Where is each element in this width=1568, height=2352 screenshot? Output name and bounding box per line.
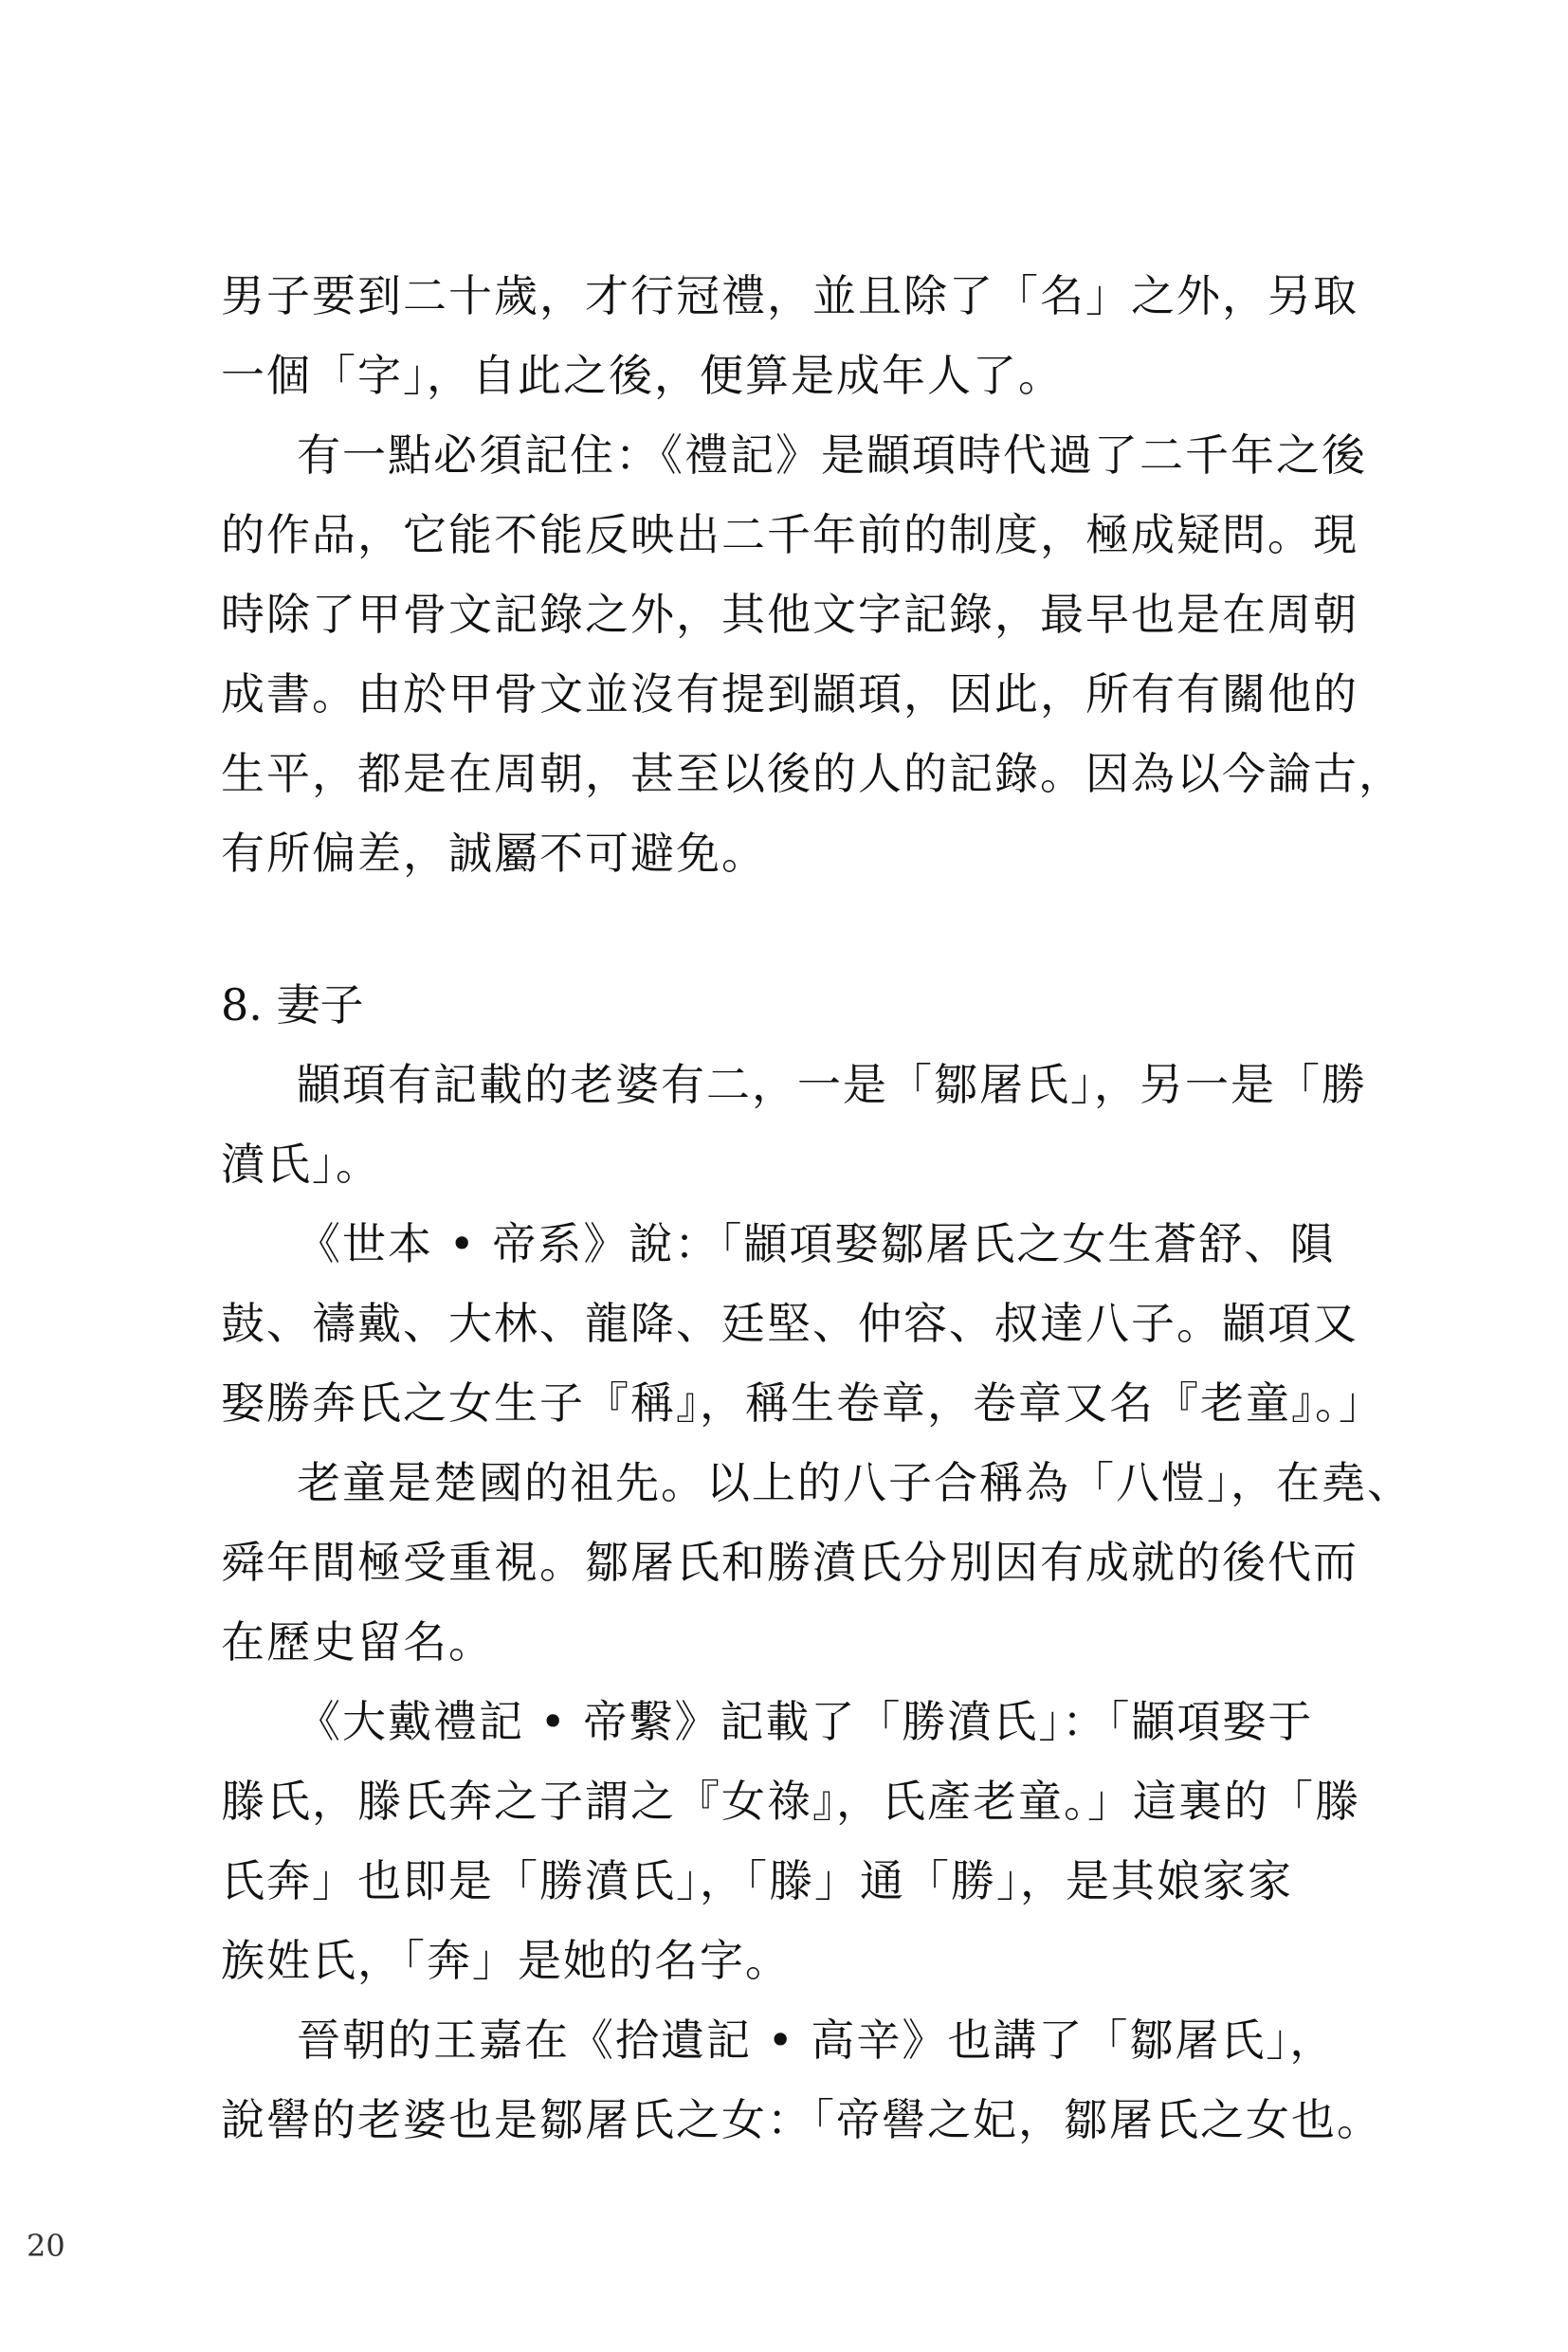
page-number: 20 [27,2228,65,2264]
text-line: 時除了甲骨文記錄之外，其他文字記錄，最早也是在周朝 [221,589,1358,640]
section-heading: 8. 妻子 [221,979,364,1030]
paragraph-first-line: 《大戴禮記 • 帝繫》記載了「勝濆氏」：「顓項娶于 [297,1696,1314,1747]
paragraph-first-line: 晉朝的王嘉在《拾遺記 • 高辛》也講了「鄒屠氏」， [297,2015,1336,2066]
text-line: 氏奔」也即是「勝濆氏」，「滕」通「勝」，是其娘家家 [221,1855,1293,1906]
text-line: 有所偏差，誠屬不可避免。 [221,828,767,879]
paragraph-first-line: 有一點必須記住：《禮記》是顓頊時代過了二千年之後 [297,429,1367,481]
paragraph-first-line: 《世本 • 帝系》說：「顓項娶鄒屠氏之女生蒼舒、隕 [297,1218,1336,1269]
text-line: 鼓、禱戴、大林、龍降、廷堅、仲容、叔達八子。顓項又 [221,1298,1358,1349]
text-line: 生平，都是在周朝，甚至以後的人的記錄。因為以今論古， [221,748,1404,799]
text-line: 一個「字」，自此之後，便算是成年人了。 [221,350,1064,401]
text-line: 成書。由於甲骨文並沒有提到顓頊，因此，所有有關他的 [221,668,1358,720]
paragraph-first-line: 老童是楚國的祖先。以上的八子合稱為「八愷」，在堯、 [297,1457,1413,1508]
text-line: 娶勝奔氏之女生子『稱』，稱生卷章，卷章又名『老童』。」 [221,1377,1384,1429]
section-gap [221,893,1349,965]
text-line: 的作品，它能不能反映出二千年前的制度，極成疑問。現 [221,509,1358,560]
text-line: 濆氏」。 [221,1139,381,1190]
text-line: 舜年間極受重視。鄒屠氏和勝濆氏分別因有成就的後代而 [221,1537,1358,1588]
text-line: 在歷史留名。 [221,1616,494,1668]
text-line: 族姓氏，「奔」是她的名字。 [221,1935,791,1986]
paragraph-first-line: 顓頊有記載的老婆有二，一是「鄒屠氏」，另一是「勝 [297,1059,1367,1110]
text-line: 說嚳的老婆也是鄒屠氏之女：「帝嚳之妃，鄒屠氏之女也。 [221,2094,1382,2145]
text-line: 男子要到二十歲，才行冠禮，並且除了「名」之外，另取 [221,270,1358,321]
body-text [221,256,1413,2160]
text-line: 滕氏，滕氏奔之子謂之『女祿』，氏產老童。」這裏的「滕 [221,1776,1360,1827]
